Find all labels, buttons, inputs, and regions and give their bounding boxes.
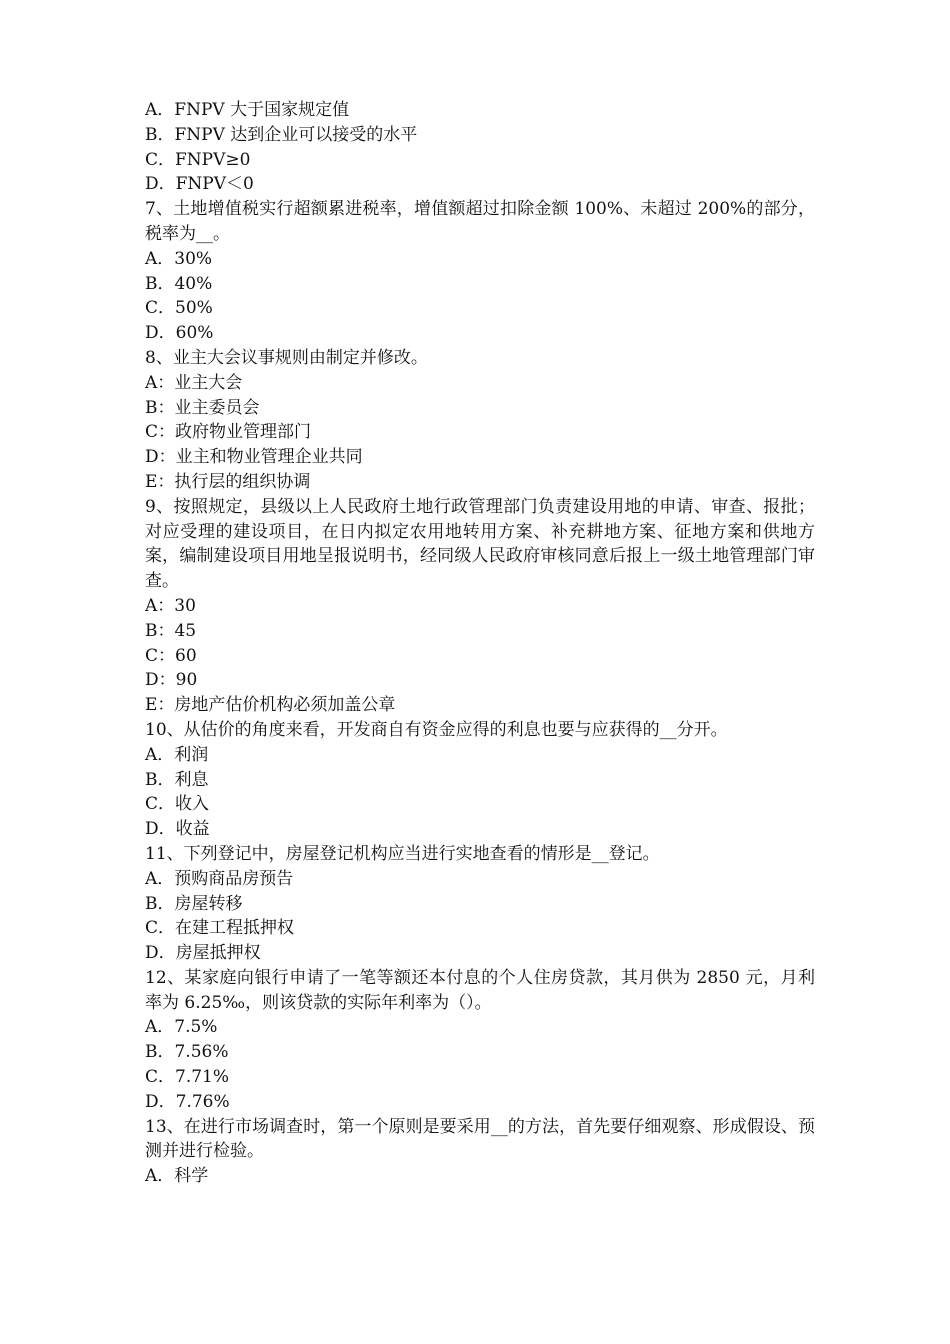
option: E：房地产估价机构必须加盖公章: [145, 695, 396, 716]
option: A．30%: [145, 248, 213, 269]
question-stem: 7、土地增值税实行超额累进税率，增值额超过扣除金额 100%、未超过 200%的部分，税率为__。: [145, 199, 815, 244]
option: C：政府物业管理部门: [145, 422, 312, 443]
question-stem: 8、业主大会议事规则由制定并修改。: [145, 347, 428, 368]
option: C．50%: [145, 298, 213, 319]
option: C．收入: [145, 794, 210, 815]
question-stem: 13、在进行市场调查时，第一个原则是要采用__的方法，首先要仔细观察、形成假设、预测并进行检验。: [145, 1116, 815, 1162]
question-stem: 12、某家庭向银行申请了一笔等额还本付息的个人住房贷款，其月供为 2850 元，月利率为 6.25‰，则该贷款的实际年利率为（）。: [145, 967, 815, 1013]
option: B：45: [145, 620, 197, 641]
option: B．利息: [145, 769, 209, 790]
option: B：业主委员会: [145, 397, 260, 418]
question-6-options: [145, 98, 815, 197]
question-11: [145, 842, 815, 966]
option: D：业主和物业管理企业共同: [145, 447, 363, 468]
option: D．60%: [145, 323, 214, 344]
question-8: [145, 346, 815, 495]
option: B．FNPV 达到企业可以接受的水平: [145, 124, 418, 145]
option: D：90: [145, 670, 198, 691]
option: A：30: [145, 595, 196, 616]
option: E：执行层的组织协调: [145, 471, 311, 492]
option: C．在建工程抵押权: [145, 918, 295, 939]
question-stem: 10、从估价的角度来看，开发商自有资金应得的利息也要与应获得的__分开。: [145, 719, 728, 740]
option: B．40%: [145, 273, 213, 294]
option: D．FNPV＜0: [145, 174, 254, 195]
question-12: [145, 966, 815, 1115]
question-10: [145, 718, 815, 842]
question-stem: 11、下列登记中，房屋登记机构应当进行实地查看的情形是__登记。: [145, 843, 660, 864]
option: B．房屋转移: [145, 893, 243, 914]
option: A：业主大会: [145, 372, 243, 393]
question-9: [145, 495, 815, 718]
option: A．利润: [145, 744, 209, 765]
option: C．7.71%: [145, 1067, 230, 1088]
option: A．预购商品房预告: [145, 868, 294, 889]
option: D．收益: [145, 819, 210, 840]
question-13: [145, 1115, 815, 1189]
option: A．科学: [145, 1166, 209, 1187]
question-stem: 9、按照规定，县级以上人民政府土地行政管理部门负责建设用地的申请、审查、报批；对应受理的建设项目，在日内拟定农用地转用方案、补充耕地方案、征地方案和供地方案，编制建设项目用地呈报说明书，经同级人民政府审核同意后报上一级土地管理部门审查。: [145, 496, 815, 592]
option: B．7.56%: [145, 1042, 229, 1063]
option: C：60: [145, 645, 197, 666]
option: A．7.5%: [145, 1017, 218, 1038]
option: A．FNPV 大于国家规定值: [145, 100, 350, 120]
option: D．房屋抵押权: [145, 943, 261, 964]
question-7: [145, 197, 815, 346]
document-page: [145, 98, 815, 1189]
option: C．FNPV≥0: [145, 149, 251, 170]
option: D．7.76%: [145, 1091, 230, 1112]
